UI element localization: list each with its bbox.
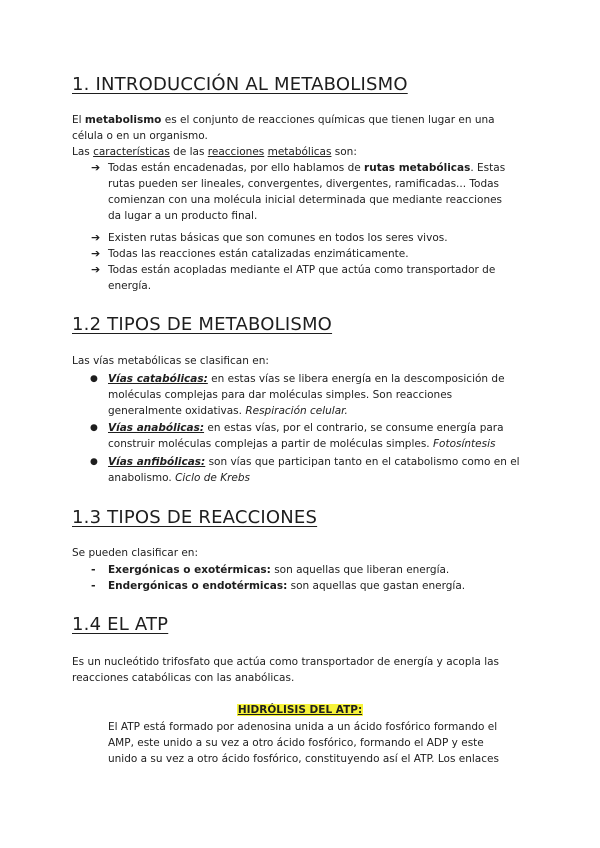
- list-item: Todas están encadenadas, por ello hablamos de rutas metabólicas. Estas rutas pueden ser lineales, convergentes, divergentes, ramificadas... Todas comienzan con una molécula inicial determinada que mediante reacciones da lugar a un producto final.: [108, 162, 506, 222]
- list-item: Todas están acopladas mediante el ATP que actúa como transportador de energía.: [108, 264, 496, 292]
- arrow-icon: ➔: [91, 161, 101, 174]
- metabolism-definition: El metabolismo es el conjunto de reacciones químicas que tienen lugar en una célula o en un organismo. Las características de las reacciones metabólicas son:: [72, 114, 495, 158]
- metabolism-term: metabolismo: [84, 114, 162, 126]
- list-item: Existen rutas básicas que son comunes en todos los seres vivos.: [108, 232, 448, 244]
- hydrolysis-title: HIDRÓLISIS DEL ATP:: [237, 704, 363, 716]
- list-item: Exergónicas o exotérmicas: son aquellas que liberan energía.: [108, 564, 450, 576]
- list-item: Vías anfibólicas: son vías que participan tanto en el catabolismo como en el anabolismo. Ciclo de Krebs: [108, 456, 520, 484]
- section-3-title: 1.3 TIPOS DE REACCIONES: [72, 507, 318, 528]
- bullet-icon: ●: [90, 457, 98, 467]
- list-item: Todas las reacciones están catalizadas enzimáticamente.: [108, 248, 409, 260]
- arrow-icon: ➔: [91, 263, 101, 276]
- section-1-title: 1. INTRODUCCIÓN AL METABOLISMO: [72, 74, 408, 95]
- arrow-icon: ➔: [91, 231, 101, 244]
- pathways-intro: Las vías metabólicas se clasifican en:: [72, 355, 269, 367]
- section-2-title: 1.2 TIPOS DE METABOLISMO: [72, 314, 333, 335]
- hydrolysis-paragraph: El ATP está formado por adenosina unida a un ácido fosfórico formando el AMP, este unido a su vez a otro ácido fosfórico, formando el ADP y este unido a su vez a otro ácido fosfórico, constituyendo así el ATP. Los enlaces: [108, 721, 499, 765]
- atp-definition: Es un nucleótido trifosfato que actúa como transportador de energía y acopla las reacciones catabólicas con las anabólicas.: [72, 656, 500, 684]
- bullet-icon: ●: [90, 423, 98, 433]
- reactions-intro: Se pueden clasificar en:: [72, 547, 198, 559]
- dash-icon: -: [91, 563, 96, 576]
- arrow-icon: ➔: [91, 247, 101, 260]
- dash-icon: -: [91, 579, 96, 592]
- list-item: Vías catabólicas: en estas vías se libera energía en la descomposición de moléculas complejas para dar moléculas simples. Son reacciones generalmente oxidativas. Respiración celular.: [108, 373, 505, 417]
- list-item: Vías anabólicas: en estas vías, por el contrario, se consume energía para construir moléculas complejas a partir de moléculas simples. Fotosíntesis: [108, 422, 504, 450]
- list-item: Endergónicas o endotérmicas: son aquellas que gastan energía.: [108, 580, 466, 592]
- section-4-title: 1.4 EL ATP: [72, 614, 169, 635]
- bullet-icon: ●: [90, 374, 98, 384]
